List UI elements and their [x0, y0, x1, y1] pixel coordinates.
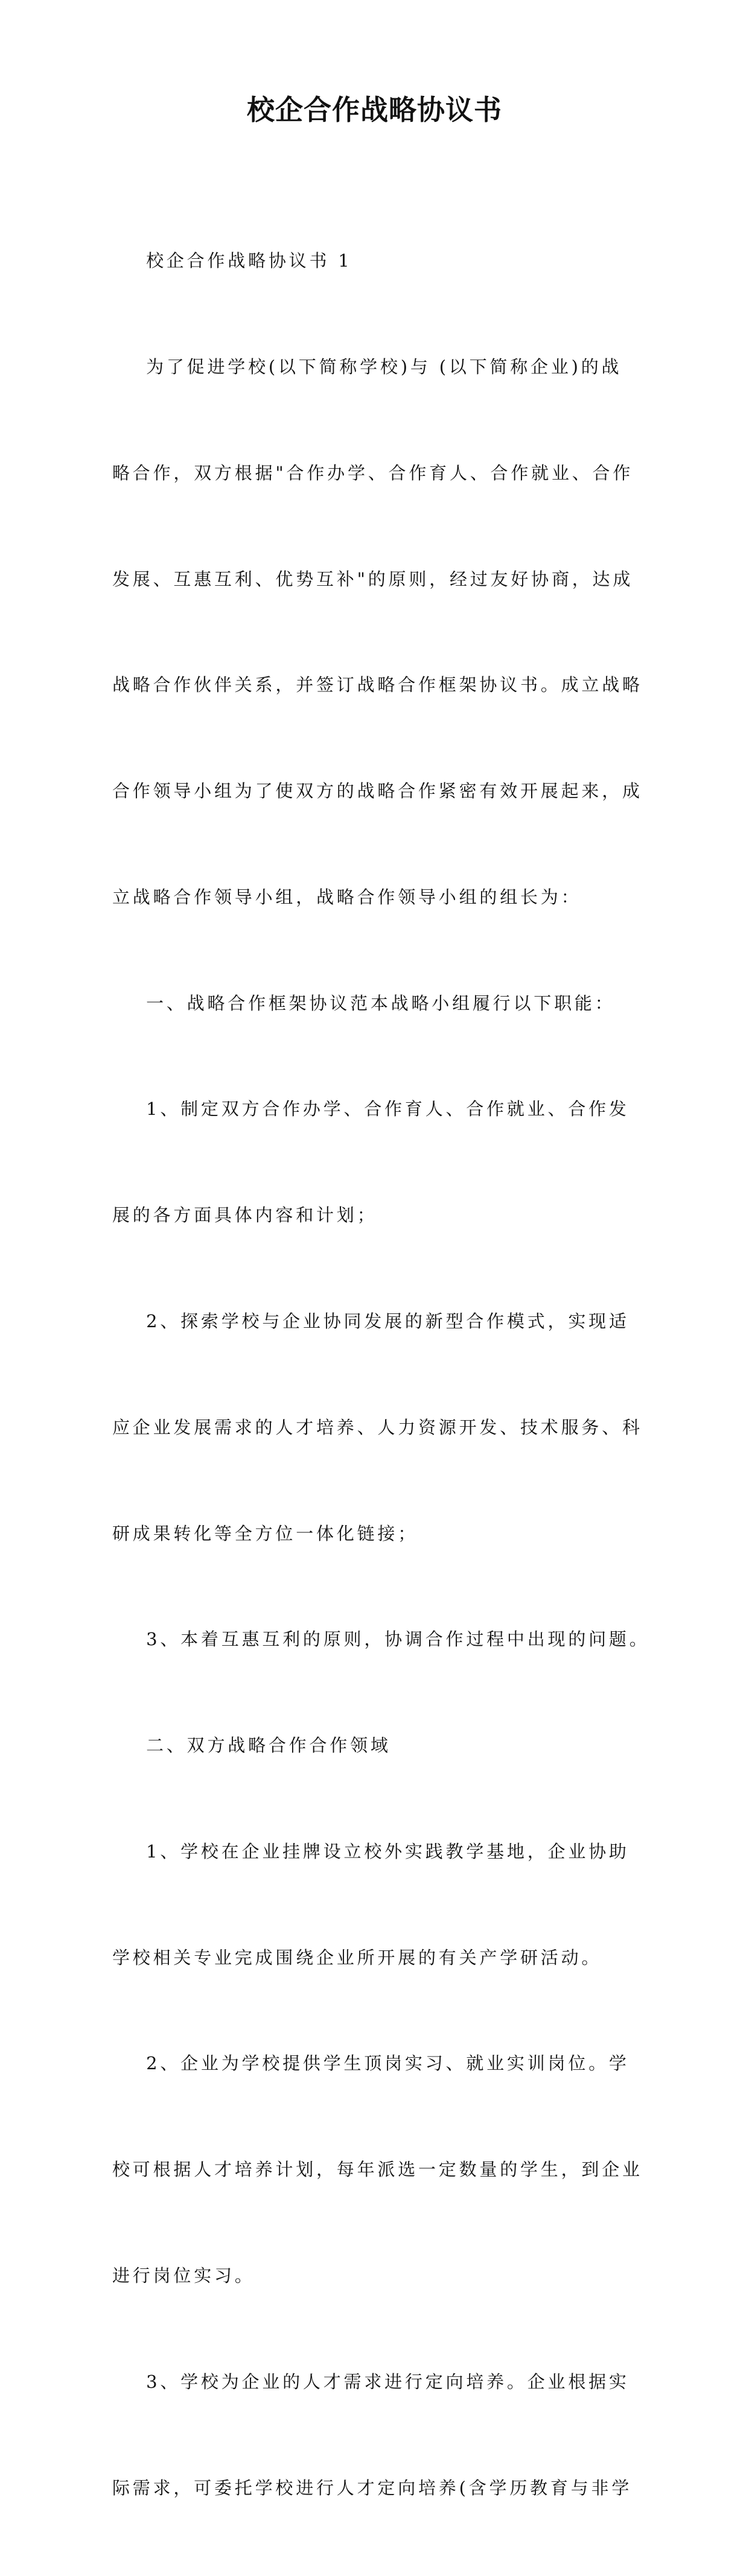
body-line: 际需求，可委托学校进行人才定向培养(含学历教育与非学 [112, 2477, 633, 2498]
body-line: 3、学校为企业的人才需求进行定向培养。企业根据实 [112, 2371, 629, 2392]
body-line: 展的各方面具体内容和计划； [112, 1205, 378, 1226]
document-body [112, 173, 650, 2576]
body-line: 发展、互惠互利、优势互补"的原则，经过友好协商，达成 [112, 568, 634, 589]
body-line: 立战略合作领导小组，战略合作领导小组的组长为： [112, 886, 582, 907]
body-line: 校可根据人才培养计划，每年派选一定数量的学生，到企业 [112, 2159, 643, 2180]
body-line: 略合作，双方根据"合作办学、合作育人、合作就业、合作 [112, 462, 634, 483]
body-line: 研成果转化等全方位一体化链接； [112, 1523, 419, 1544]
body-line: 3、本着互惠互利的原则，协调合作过程中出现的问题。 [112, 1629, 650, 1650]
body-line: 校企合作战略协议书 1 [112, 250, 352, 271]
body-line: 为了促进学校(以下简称学校)与 (以下简称企业)的战 [112, 356, 622, 377]
body-line: 2、企业为学校提供学生顶岗实习、就业实训岗位。学 [112, 2053, 629, 2074]
body-line: 1、制定双方合作办学、合作育人、合作就业、合作发 [112, 1099, 629, 1120]
body-line: 战略合作伙伴关系，并签订战略合作框架协议书。成立战略 [112, 674, 643, 696]
body-line: 一、战略合作框架协议范本战略小组履行以下职能： [112, 992, 616, 1014]
body-line: 应企业发展需求的人才培养、人力资源开发、技术服务、科 [112, 1416, 643, 1438]
document-title: 校企合作战略协议书 [247, 94, 502, 126]
body-line: 学校相关专业完成围绕企业所开展的有关产学研活动。 [112, 1947, 602, 1968]
body-line: 进行岗位实习。 [112, 2265, 255, 2286]
body-line: 二、双方战略合作合作领域 [112, 1735, 391, 1756]
body-line: 2、探索学校与企业协同发展的新型合作模式，实现适 [112, 1311, 629, 1331]
body-line: 合作领导小组为了使双方的战略合作紧密有效开展起来，成 [112, 781, 643, 802]
body-line: 1、学校在企业挂牌设立校外实践教学基地，企业协助 [112, 1841, 629, 1862]
